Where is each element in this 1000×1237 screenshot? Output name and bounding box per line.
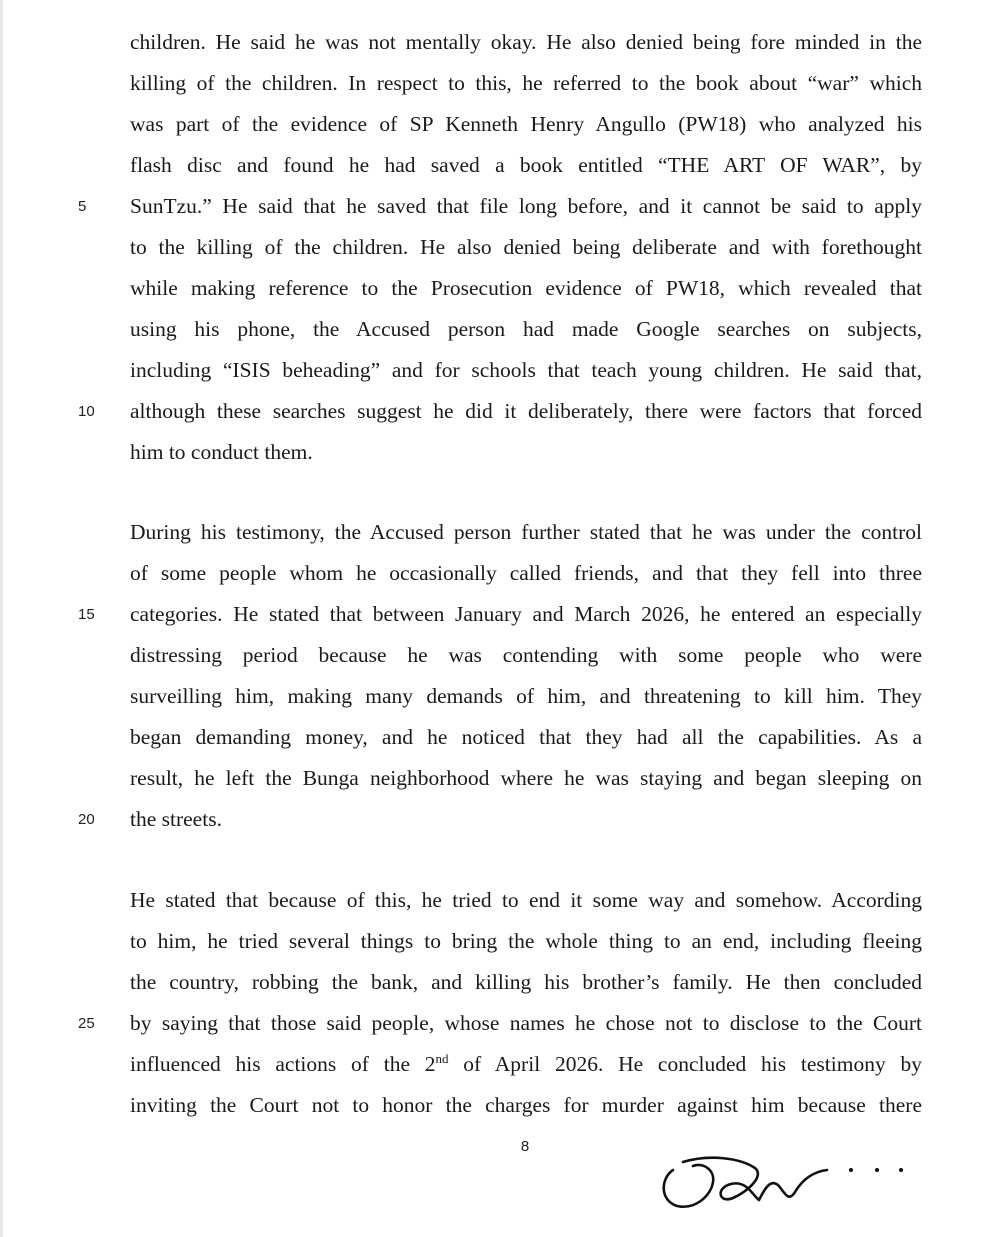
text-line: was part of the evidence of SP Kenneth Henry Angullo (PW18) who analyzed his (130, 112, 922, 136)
page-number: 8 (520, 1138, 530, 1155)
text-line: the streets. (130, 807, 222, 831)
text-line: including “ISIS beheading” and for schools that teach young children. He said that, (130, 358, 922, 382)
text-line: to the killing of the children. He also denied being deliberate and with forethought (130, 235, 922, 259)
text-line: to him, he tried several things to bring the whole thing to an end, including fleeing (130, 929, 922, 953)
text-line: of some people whom he occasionally called friends, and that they fell into three (130, 561, 922, 585)
line-text-after: of April 2026. He concluded his testimony by (448, 1052, 922, 1076)
text-line: by saying that those said people, whose names he chose not to disclose to the Court (130, 1011, 922, 1035)
line-number: 25 (78, 1015, 95, 1032)
text-line: He stated that because of this, he tried to end it some way and somehow. According (130, 888, 922, 912)
text-line: the country, robbing the bank, and killing his brother’s family. He then concluded (130, 970, 922, 994)
line-number: 20 (78, 811, 95, 828)
text-line: although these searches suggest he did it deliberately, there were factors that forced (130, 399, 922, 423)
line-number: 15 (78, 606, 95, 623)
ordinal-superscript: nd (435, 1050, 449, 1066)
text-line: killing of the children. In respect to this, he referred to the book about “war” which (130, 71, 922, 95)
line-number: 5 (78, 198, 87, 215)
text-line: inviting the Court not to honor the charges for murder against him because there (130, 1093, 922, 1117)
handwritten-signature-icon (655, 1148, 925, 1223)
text-line: During his testimony, the Accused person further stated that he was under the control (130, 520, 922, 544)
text-line-with-superscript (130, 1044, 922, 1085)
text-line: SunTzu.” He said that he saved that file long before, and it cannot be said to apply (130, 194, 922, 218)
text-line: surveilling him, making many demands of him, and threatening to kill him. They (130, 684, 922, 708)
text-line: distressing period because he was contending with some people who were (130, 643, 922, 667)
text-line: began demanding money, and he noticed that they had all the capabilities. As a (130, 725, 922, 749)
text-line: children. He said he was not mentally okay. He also denied being fore minded in the (130, 30, 922, 54)
text-line: while making reference to the Prosecution evidence of PW18, which revealed that (130, 276, 922, 300)
line-text-before: influenced his actions of the 2 (130, 1052, 436, 1076)
scan-edge (0, 0, 3, 1237)
text-line: categories. He stated that between January and March 2026, he entered an especially (130, 602, 922, 626)
line-number: 10 (78, 403, 95, 420)
text-line: flash disc and found he had saved a book entitled “THE ART OF WAR”, by (130, 153, 922, 177)
text-line: result, he left the Bunga neighborhood where he was staying and began sleeping on (130, 766, 922, 790)
text-line: using his phone, the Accused person had made Google searches on subjects, (130, 317, 922, 341)
text-line: him to conduct them. (130, 440, 313, 464)
